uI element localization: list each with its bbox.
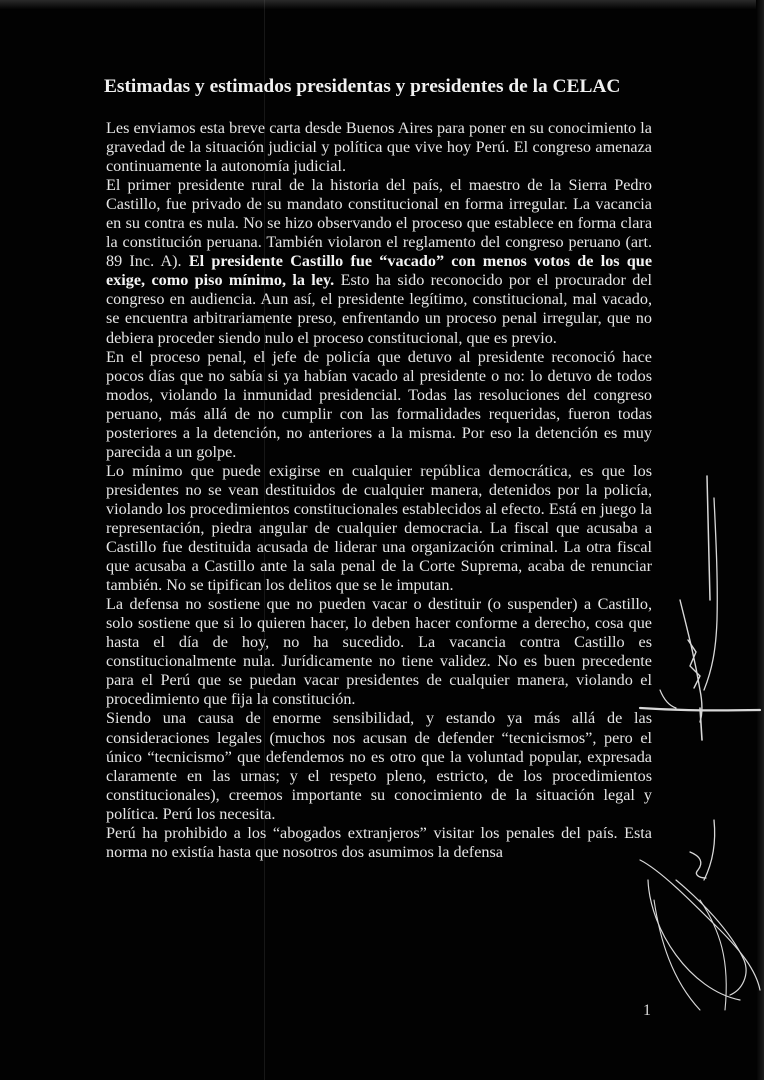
signature-stroke bbox=[707, 476, 710, 600]
letter-paragraph bbox=[106, 824, 652, 862]
letter-paragraph bbox=[106, 176, 652, 347]
signature-stroke bbox=[640, 708, 760, 710]
scan-edge-top bbox=[0, 0, 764, 10]
signature-stroke bbox=[640, 860, 760, 990]
letter-paragraph bbox=[106, 462, 652, 595]
signature-stroke bbox=[700, 708, 702, 740]
signature-stroke bbox=[704, 820, 715, 880]
signature-stroke bbox=[704, 498, 717, 690]
signature-stroke bbox=[680, 600, 702, 722]
text-segment: Esto ha sido reconocido por el procurador del congreso en audiencia. Aun así, el presidente legítimo, constitucional, mal vacado, se encuentra arbitrariamente preso, enfrentando un proceso penal irregular, que no debiera proceder siendo nulo el proceso constitucional, que es previo. bbox=[106, 271, 652, 347]
text-segment: Perú ha prohibido a los “abogados extranjeros” visitar los penales del país. Esta norma no existía hasta que nosotros dos asumimos la defensa bbox=[106, 823, 652, 861]
signature-stroke bbox=[648, 880, 740, 1000]
text-segment: Siendo una causa de enorme sensibilidad, y estando ya más allá de las consideraciones legales (muchos nos acusan de defender “tecnicismos”, pero el único “tecnicismo” que defendemos no es otro que la voluntad popular, expresada claramente en las urnas; y el respeto pleno, estricto, de los procedimientos constitucionales), creemos importante su conocimiento de la situación legal y política. Perú los necesita. bbox=[106, 709, 652, 823]
page-number: 1 bbox=[643, 1002, 651, 1019]
letter-body bbox=[106, 119, 652, 862]
text-segment: Les enviamos esta breve carta desde Buenos Aires para poner en su conocimiento la gravedad de la situación judicial y política que vive hoy Perú. El congreso amenaza continuamente la autonomía judicial. bbox=[106, 119, 652, 176]
signature-stroke bbox=[688, 640, 700, 688]
letter-paragraph bbox=[106, 709, 652, 823]
letter-title: Estimadas y estimados presidentas y presidentes de la CELAC bbox=[104, 76, 621, 97]
text-segment: Lo mínimo que puede exigirse en cualquier república democrática, es que los presidentes no se vean destituidos de cualquier manera, detenidos por la policía, violando los procedimientos constitucionales establecidos al efecto. Está en juego la representación, piedra angular de cualquier democracia. La fiscal que acusaba a Castillo fue destituida acusada de liderar una organización criminal. La otra fiscal que acusaba a Castillo ante la sala penal de la Corte Suprema, acaba de renunciar también. No se tipifican los delitos que se le imputan. bbox=[106, 461, 652, 595]
signature-stroke bbox=[700, 900, 726, 1010]
signature-stroke bbox=[654, 900, 700, 1010]
bold-text-segment: El presidente Castillo fue “vacado” con menos votos de los que exige, como piso mínimo, la ley. bbox=[106, 252, 652, 290]
text-segment: La defensa no sostiene que no pueden vacar o destituir (o suspender) a Castillo, solo sostiene que si lo quieren hacer, lo deben hacer conforme a derecho, cosa que hasta el día de hoy, no ha sucedido. La vacancia contra Castillo es constitucionalmente nula. Jurídicamente no tiene validez. No es buen precedente para el Perú que se puedan vacar presidentes de cualquier manera, violando el procedimiento que fija la constitución. bbox=[106, 595, 652, 709]
scan-edge-right bbox=[756, 0, 764, 1080]
letter-paragraph bbox=[106, 595, 652, 709]
signature-stroke bbox=[690, 852, 706, 878]
letter-paragraph bbox=[106, 348, 652, 462]
letter-paragraph bbox=[106, 119, 652, 176]
text-segment: El primer presidente rural de la historia del país, el maestro de la Sierra Pedro Castillo, fue privado de su mandato constitucional en forma irregular. La vacancia en su contra es nula. No se hizo observando el proceso que establece en forma clara la constitución peruana. También violaron el reglamento del congreso peruano (art. 89 Inc. A). bbox=[106, 176, 652, 271]
text-segment: En el proceso penal, el jefe de policía que detuvo al presidente reconoció hace pocos días que no sabía si ya habían vacado al presidente o no: lo detuvo de todos modos, violando la inmunidad presidencial. Todas las resoluciones del congreso peruano, más allá de no cumplir con las formalidades requeridas, fueron todas posteriores a la detención, no anteriores a la misma. Por eso la detención es muy parecida a un golpe. bbox=[106, 347, 652, 461]
signature-stroke bbox=[660, 690, 676, 708]
signature-stroke bbox=[676, 880, 746, 995]
